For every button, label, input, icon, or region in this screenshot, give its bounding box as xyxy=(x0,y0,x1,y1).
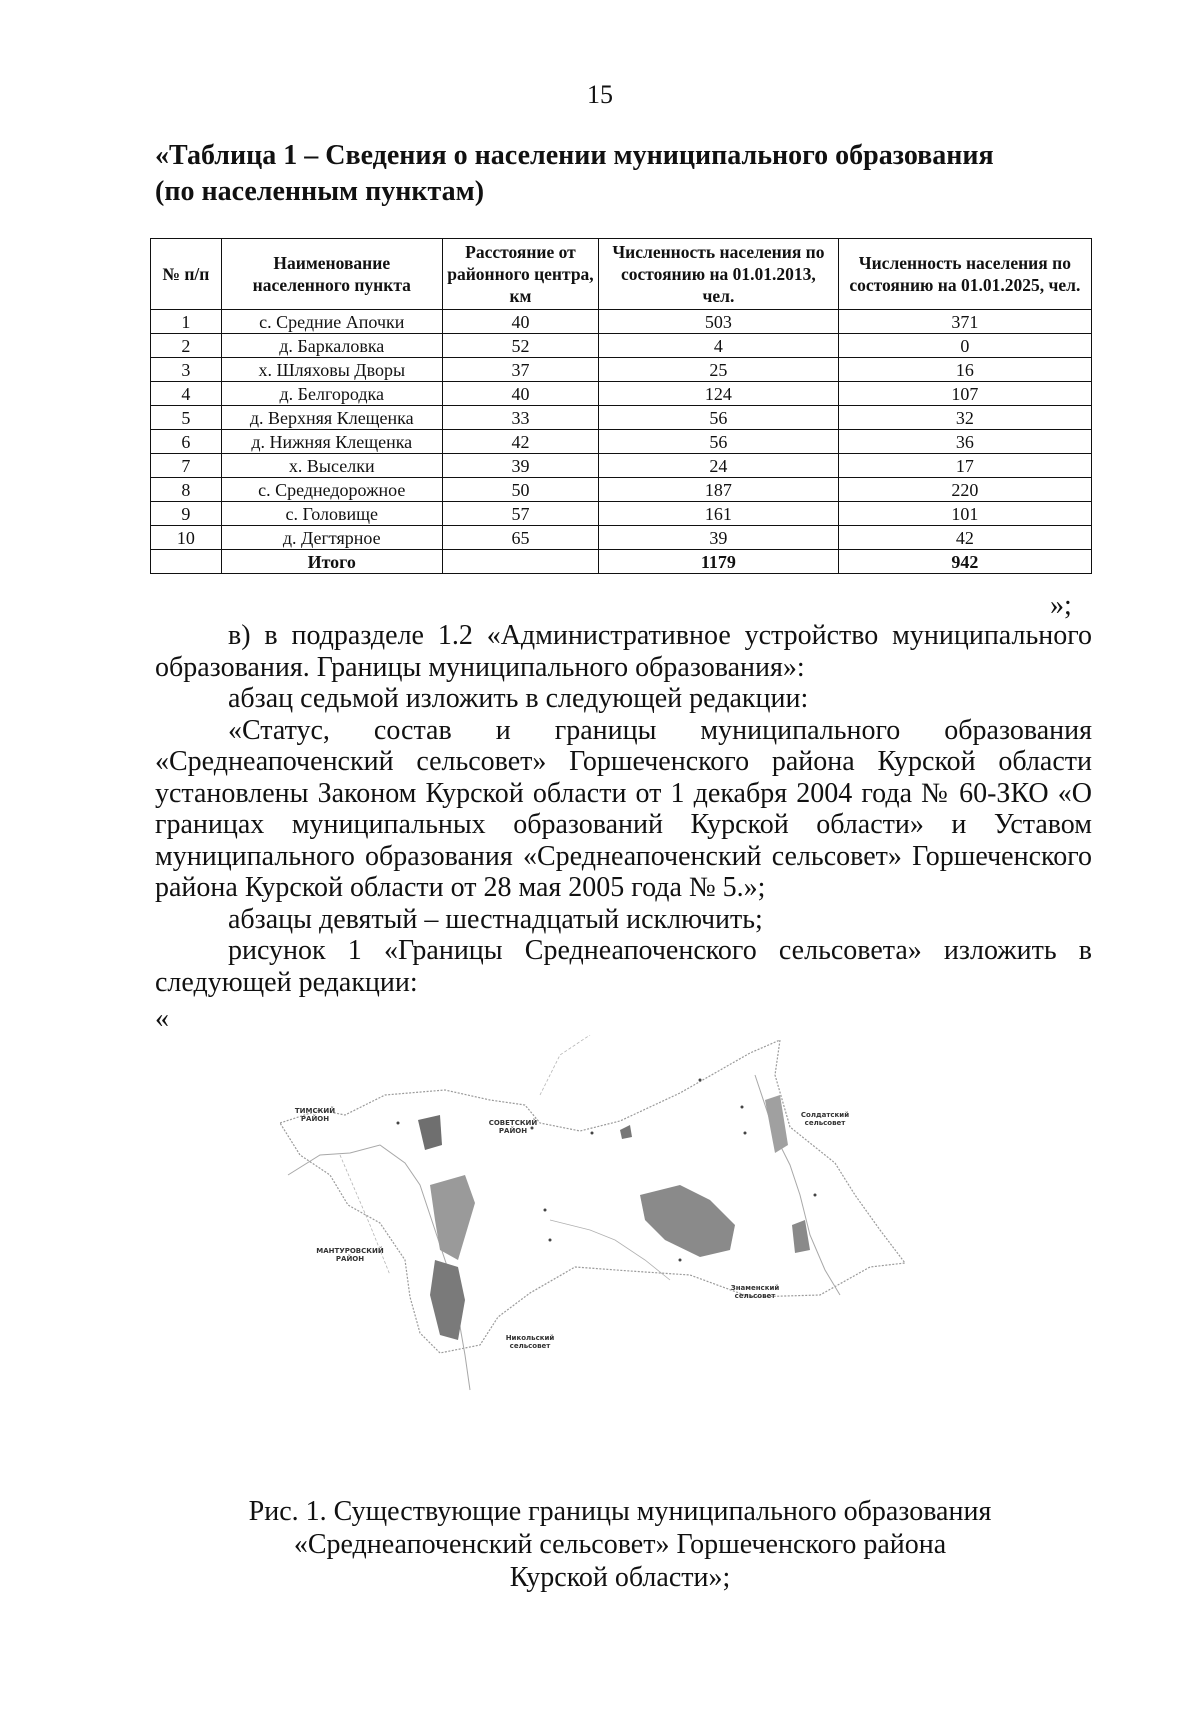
header-population-2013: Численность населения по состоянию на 01.01.2013, чел. xyxy=(599,239,839,310)
cell-name: д. Белгородка xyxy=(221,382,442,406)
cell-name: с. Средние Апочки xyxy=(221,310,442,334)
header-number: № п/п xyxy=(151,239,222,310)
cell-pop-2013: 24 xyxy=(599,454,839,478)
cell-number: 3 xyxy=(151,358,222,382)
table-row xyxy=(151,454,1092,478)
caption-line-2: «Среднеапоченский сельсовет» Горшеченского района xyxy=(293,1529,947,1560)
map-label-sovetsky-2: РАЙОН xyxy=(498,1127,528,1135)
map-label-manturovsky-1: МАНТУРОВСКИЙ xyxy=(316,1247,384,1255)
cell-distance: 50 xyxy=(442,478,598,502)
cell-pop-2025: 17 xyxy=(838,454,1091,478)
cell-total-number xyxy=(151,550,222,574)
figure-caption xyxy=(200,1495,1040,1594)
map-settlement-dot xyxy=(679,1259,682,1262)
opening-quote: « xyxy=(155,1003,169,1034)
map-settlement-dot xyxy=(544,1209,547,1212)
cell-distance: 57 xyxy=(442,502,598,526)
cell-pop-2025: 36 xyxy=(838,430,1091,454)
boundary-map xyxy=(280,1035,980,1450)
cell-number: 8 xyxy=(151,478,222,502)
map-label-nikolsky-1: Никольский xyxy=(505,1334,555,1342)
table-title-line1: «Таблица 1 – Сведения о населении муниципального образования xyxy=(155,140,994,171)
cell-distance: 42 xyxy=(442,430,598,454)
cell-total-pop-2013: 1179 xyxy=(599,550,839,574)
cell-name: д. Дегтярное xyxy=(221,526,442,550)
map-label-timsky-1: ТИМСКИЙ xyxy=(294,1107,336,1115)
cell-pop-2025: 371 xyxy=(838,310,1091,334)
map-settlement-dot xyxy=(814,1194,817,1197)
cell-name: с. Среднедорожное xyxy=(221,478,442,502)
map-label-znamensky-2: сельсовет xyxy=(734,1292,776,1300)
cell-pop-2025: 16 xyxy=(838,358,1091,382)
table-row xyxy=(151,358,1092,382)
cell-pop-2025: 42 xyxy=(838,526,1091,550)
map-settlement-dot xyxy=(744,1132,747,1135)
cell-number: 1 xyxy=(151,310,222,334)
cell-number: 4 xyxy=(151,382,222,406)
map-label-sovetsky-1: СОВЕТСКИЙ xyxy=(488,1119,538,1127)
table-row xyxy=(151,406,1092,430)
map-settlement-dot xyxy=(549,1239,552,1242)
cell-total-label: Итого xyxy=(221,550,442,574)
cell-distance: 40 xyxy=(442,310,598,334)
table-row xyxy=(151,502,1092,526)
cell-name: д. Верхняя Клещенка xyxy=(221,406,442,430)
cell-total-pop-2025: 942 xyxy=(838,550,1091,574)
paragraph-subsection: в) в подразделе 1.2 «Административное устройство муниципального образования. Границы муниципального образования»: xyxy=(155,620,1092,683)
header-distance: Расстояние от районного центра, км xyxy=(442,239,598,310)
cell-number: 10 xyxy=(151,526,222,550)
cell-pop-2013: 56 xyxy=(599,430,839,454)
map-settlement-dot xyxy=(699,1079,702,1082)
map-label-timsky-2: РАЙОН xyxy=(300,1115,330,1123)
header-population-2025: Численность населения по состоянию на 01.01.2025, чел. xyxy=(838,239,1091,310)
cell-name: х. Шляховы Дворы xyxy=(221,358,442,382)
paragraph-status: «Статус, состав и границы муниципального образования «Среднеапоченский сельсовет» Горшеченского района Курской области установлены Законом Курской области от 1 декабря 2004 года № 60-ЗКО «О границах муниципальных образований Курской области» и Уставом муниципального образования «Среднеапоченский сельсовет» Горшеченского района Курской области от 28 мая 2005 года № 5.»; xyxy=(155,714,1092,903)
caption-line-3: Курской области»; xyxy=(509,1562,731,1593)
table-total-row xyxy=(151,550,1092,574)
cell-pop-2013: 503 xyxy=(599,310,839,334)
map-settlement-area-north xyxy=(620,1125,632,1139)
caption-line-1: Рис. 1. Существующие границы муниципального образования xyxy=(248,1496,992,1527)
cell-pop-2013: 4 xyxy=(599,334,839,358)
map-label-nikolsky-2: сельсовет xyxy=(509,1342,551,1350)
map-settlement-area-south xyxy=(430,1260,465,1340)
cell-distance: 37 xyxy=(442,358,598,382)
map-settlement-area-west xyxy=(418,1115,442,1150)
map-settlement-dot xyxy=(397,1122,400,1125)
cell-distance: 40 xyxy=(442,382,598,406)
map-boundary-outline xyxy=(280,1040,905,1353)
cell-pop-2025: 32 xyxy=(838,406,1091,430)
table-row xyxy=(151,310,1092,334)
table-row xyxy=(151,334,1092,358)
population-table xyxy=(150,238,1092,574)
body-text xyxy=(155,620,1092,998)
map-settlement-dot xyxy=(741,1106,744,1109)
paragraph-figure: рисунок 1 «Границы Среднеапоченского сельсовета» изложить в следующей редакции: xyxy=(155,935,1092,998)
cell-name: х. Выселки xyxy=(221,454,442,478)
map-settlement-dot xyxy=(591,1132,594,1135)
header-settlement-name: Наименование населенного пункта xyxy=(221,239,442,310)
map-label-manturovsky-2: РАЙОН xyxy=(335,1255,365,1263)
cell-name: д. Нижняя Клещенка xyxy=(221,430,442,454)
cell-number: 5 xyxy=(151,406,222,430)
cell-pop-2025: 107 xyxy=(838,382,1091,406)
table-row xyxy=(151,526,1092,550)
closing-quote: »; xyxy=(1050,590,1072,621)
cell-number: 6 xyxy=(151,430,222,454)
map-label-soldatsky-1: Солдатский xyxy=(800,1111,850,1119)
cell-number: 2 xyxy=(151,334,222,358)
map-settlement-area-river xyxy=(430,1175,475,1260)
map-settlement-area-east xyxy=(765,1095,788,1153)
table-row xyxy=(151,478,1092,502)
paragraph-seventh: абзац седьмой изложить в следующей редакции: xyxy=(228,683,809,714)
cell-pop-2025: 101 xyxy=(838,502,1091,526)
table-row xyxy=(151,430,1092,454)
cell-number: 9 xyxy=(151,502,222,526)
map-district-boundary-north xyxy=(540,1035,590,1095)
cell-pop-2013: 187 xyxy=(599,478,839,502)
cell-pop-2025: 0 xyxy=(838,334,1091,358)
table-header-row xyxy=(151,239,1092,310)
cell-pop-2013: 56 xyxy=(599,406,839,430)
cell-name: с. Головище xyxy=(221,502,442,526)
map-label-znamensky-1: Знаменский xyxy=(730,1284,780,1292)
table-title xyxy=(155,138,1093,210)
cell-name: д. Баркаловка xyxy=(221,334,442,358)
cell-pop-2025: 220 xyxy=(838,478,1091,502)
cell-pop-2013: 39 xyxy=(599,526,839,550)
cell-distance: 39 xyxy=(442,454,598,478)
map-river-central xyxy=(550,1220,670,1280)
cell-distance: 65 xyxy=(442,526,598,550)
map-settlement-area-central xyxy=(640,1185,735,1257)
page-number: 15 xyxy=(587,80,613,109)
cell-pop-2013: 124 xyxy=(599,382,839,406)
cell-pop-2013: 25 xyxy=(599,358,839,382)
cell-number: 7 xyxy=(151,454,222,478)
cell-total-distance xyxy=(442,550,598,574)
paragraph-exclude: абзацы девятый – шестнадцатый исключить; xyxy=(228,903,763,935)
table-title-line2: (по населенным пунктам) xyxy=(155,176,485,207)
cell-distance: 52 xyxy=(442,334,598,358)
map-label-soldatsky-2: сельсовет xyxy=(804,1119,846,1127)
cell-pop-2013: 161 xyxy=(599,502,839,526)
table-row xyxy=(151,382,1092,406)
cell-distance: 33 xyxy=(442,406,598,430)
